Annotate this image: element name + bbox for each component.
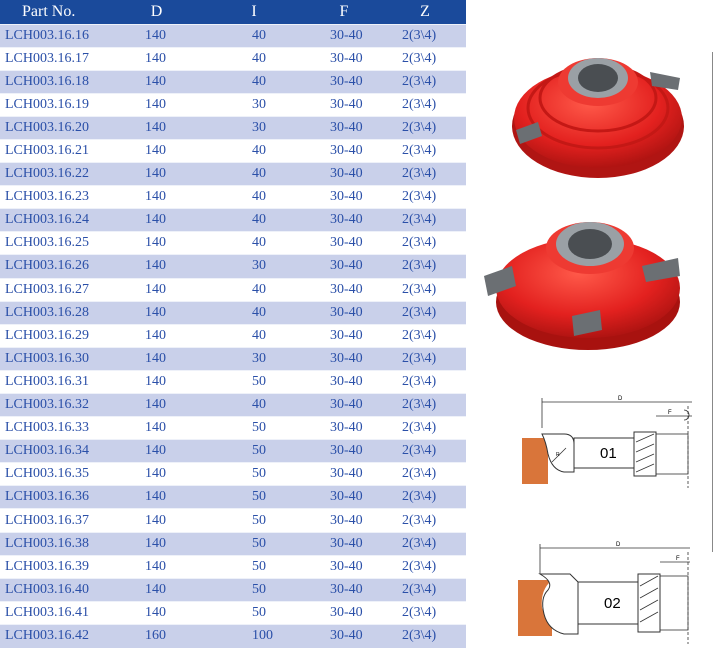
header-i: I [251, 2, 257, 20]
f-cell: 30-40 [304, 324, 384, 347]
z-cell: 2(3\4) [384, 24, 466, 47]
bore-hole [578, 64, 618, 92]
part-no-cell: LCH003.16.31 [0, 370, 109, 393]
part-no-cell: LCH003.16.27 [0, 278, 109, 301]
table-row [0, 93, 466, 116]
diagram-number-02: 02 [604, 595, 621, 612]
table-row [0, 417, 466, 440]
part-no-cell: LCH003.16.30 [0, 347, 109, 370]
dimension-f-label: F [668, 410, 672, 416]
dimension-d-label: D [618, 396, 623, 402]
table-row [0, 116, 466, 139]
f-cell: 30-40 [304, 139, 384, 162]
i-cell: 40 [204, 47, 304, 70]
header-z: Z [420, 2, 430, 20]
cutter-edge [660, 576, 688, 630]
f-cell: 30-40 [304, 186, 384, 209]
cutter-photo-2 [482, 206, 692, 354]
z-cell: 2(3\4) [384, 532, 466, 555]
i-cell: 40 [204, 139, 304, 162]
d-cell: 140 [109, 347, 204, 370]
profile-diagram-01 [516, 392, 702, 492]
d-cell: 140 [109, 509, 204, 532]
part-no-cell: LCH003.16.38 [0, 532, 109, 555]
i-cell: 50 [204, 532, 304, 555]
d-cell: 140 [109, 278, 204, 301]
d-cell: 140 [109, 532, 204, 555]
table-row [0, 624, 466, 647]
d-cell: 140 [109, 255, 204, 278]
f-cell: 30-40 [304, 532, 384, 555]
part-no-cell: LCH003.16.33 [0, 417, 109, 440]
f-cell: 30-40 [304, 555, 384, 578]
part-no-cell: LCH003.16.22 [0, 163, 109, 186]
i-cell: 50 [204, 509, 304, 532]
cutter-knife-block [634, 432, 656, 476]
table-row [0, 394, 466, 417]
wood-profile [522, 438, 548, 484]
table-row [0, 186, 466, 209]
i-cell: 30 [204, 116, 304, 139]
table-row [0, 209, 466, 232]
d-cell: 140 [109, 116, 204, 139]
d-cell: 140 [109, 370, 204, 393]
i-cell: 40 [204, 278, 304, 301]
f-cell: 30-40 [304, 70, 384, 93]
table-row [0, 555, 466, 578]
i-cell: 50 [204, 370, 304, 393]
table-row [0, 255, 466, 278]
i-cell: 40 [204, 70, 304, 93]
d-cell: 140 [109, 232, 204, 255]
z-cell: 2(3\4) [384, 209, 466, 232]
d-cell: 140 [109, 394, 204, 417]
cutter-photo-1 [502, 36, 694, 184]
part-no-cell: LCH003.16.16 [0, 24, 109, 47]
d-cell: 140 [109, 186, 204, 209]
i-cell: 50 [204, 555, 304, 578]
table-row [0, 532, 466, 555]
d-cell: 140 [109, 163, 204, 186]
f-cell: 30-40 [304, 486, 384, 509]
header-row [0, 0, 466, 24]
i-cell: 40 [204, 394, 304, 417]
i-cell: 50 [204, 601, 304, 624]
z-cell: 2(3\4) [384, 417, 466, 440]
cutter-knife-block [638, 574, 660, 632]
f-cell: 30-40 [304, 394, 384, 417]
table-row [0, 324, 466, 347]
table-row [0, 278, 466, 301]
part-no-cell: LCH003.16.29 [0, 324, 109, 347]
i-cell: 30 [204, 93, 304, 116]
table-row [0, 486, 466, 509]
d-cell: 140 [109, 209, 204, 232]
z-cell: 2(3\4) [384, 324, 466, 347]
z-cell: 2(3\4) [384, 70, 466, 93]
table-row [0, 163, 466, 186]
part-no-cell: LCH003.16.18 [0, 70, 109, 93]
part-no-cell: LCH003.16.39 [0, 555, 109, 578]
part-no-cell: LCH003.16.17 [0, 47, 109, 70]
z-cell: 2(3\4) [384, 278, 466, 301]
d-cell: 140 [109, 555, 204, 578]
header-f: F [339, 2, 349, 20]
table-row [0, 232, 466, 255]
i-cell: 40 [204, 186, 304, 209]
z-cell: 2(3\4) [384, 509, 466, 532]
i-cell: 40 [204, 232, 304, 255]
table-row [0, 24, 466, 47]
f-cell: 30-40 [304, 509, 384, 532]
d-cell: 140 [109, 324, 204, 347]
i-cell: 50 [204, 463, 304, 486]
f-cell: 30-40 [304, 255, 384, 278]
z-cell: 2(3\4) [384, 624, 466, 647]
f-cell: 30-40 [304, 24, 384, 47]
d-cell: 140 [109, 47, 204, 70]
radius-label: R [556, 452, 560, 458]
diagram-number-01: 01 [600, 445, 617, 462]
i-cell: 50 [204, 486, 304, 509]
table-row [0, 578, 466, 601]
d-cell: 140 [109, 440, 204, 463]
f-cell: 30-40 [304, 209, 384, 232]
i-cell: 30 [204, 255, 304, 278]
d-cell: 160 [109, 624, 204, 647]
part-no-cell: LCH003.16.32 [0, 394, 109, 417]
f-cell: 30-40 [304, 624, 384, 647]
f-cell: 30-40 [304, 116, 384, 139]
f-cell: 30-40 [304, 93, 384, 116]
z-cell: 2(3\4) [384, 578, 466, 601]
d-cell: 140 [109, 417, 204, 440]
part-no-cell: LCH003.16.34 [0, 440, 109, 463]
part-no-cell: LCH003.16.40 [0, 578, 109, 601]
table-row [0, 440, 466, 463]
header-d: D [150, 2, 163, 20]
table-row [0, 370, 466, 393]
header-part-no: Part No. [22, 2, 76, 20]
z-cell: 2(3\4) [384, 555, 466, 578]
i-cell: 50 [204, 417, 304, 440]
part-no-cell: LCH003.16.21 [0, 139, 109, 162]
part-no-cell: LCH003.16.41 [0, 601, 109, 624]
z-cell: 2(3\4) [384, 370, 466, 393]
vertical-divider [712, 52, 713, 552]
d-cell: 140 [109, 486, 204, 509]
table-header [0, 0, 466, 24]
i-cell: 50 [204, 578, 304, 601]
part-no-cell: LCH003.16.37 [0, 509, 109, 532]
i-cell: 40 [204, 324, 304, 347]
profile-diagram-02 [512, 538, 702, 648]
d-cell: 140 [109, 93, 204, 116]
z-cell: 2(3\4) [384, 47, 466, 70]
z-cell: 2(3\4) [384, 486, 466, 509]
f-cell: 30-40 [304, 301, 384, 324]
part-no-cell: LCH003.16.23 [0, 186, 109, 209]
part-no-cell: LCH003.16.28 [0, 301, 109, 324]
d-cell: 140 [109, 24, 204, 47]
f-cell: 30-40 [304, 163, 384, 186]
d-cell: 140 [109, 301, 204, 324]
f-cell: 30-40 [304, 232, 384, 255]
z-cell: 2(3\4) [384, 601, 466, 624]
table-row [0, 463, 466, 486]
table-row [0, 601, 466, 624]
i-cell: 30 [204, 347, 304, 370]
z-cell: 2(3\4) [384, 440, 466, 463]
i-cell: 40 [204, 163, 304, 186]
f-cell: 30-40 [304, 47, 384, 70]
table-row [0, 347, 466, 370]
z-cell: 2(3\4) [384, 139, 466, 162]
table-body [0, 24, 466, 648]
f-cell: 30-40 [304, 601, 384, 624]
f-cell: 30-40 [304, 417, 384, 440]
part-no-cell: LCH003.16.36 [0, 486, 109, 509]
f-cell: 30-40 [304, 278, 384, 301]
part-no-cell: LCH003.16.42 [0, 624, 109, 647]
d-cell: 140 [109, 139, 204, 162]
z-cell: 2(3\4) [384, 255, 466, 278]
bore-hole [568, 229, 612, 259]
dimension-d-label: D [616, 542, 621, 548]
cutter-edge [656, 434, 688, 474]
part-no-cell: LCH003.16.26 [0, 255, 109, 278]
i-cell: 40 [204, 209, 304, 232]
z-cell: 2(3\4) [384, 301, 466, 324]
i-cell: 50 [204, 440, 304, 463]
f-cell: 30-40 [304, 440, 384, 463]
table-row [0, 139, 466, 162]
f-cell: 30-40 [304, 578, 384, 601]
z-cell: 2(3\4) [384, 186, 466, 209]
table-row [0, 301, 466, 324]
part-no-cell: LCH003.16.19 [0, 93, 109, 116]
table-row [0, 47, 466, 70]
z-cell: 2(3\4) [384, 394, 466, 417]
part-no-cell: LCH003.16.25 [0, 232, 109, 255]
part-no-cell: LCH003.16.24 [0, 209, 109, 232]
i-cell: 40 [204, 24, 304, 47]
part-no-cell: LCH003.16.35 [0, 463, 109, 486]
f-cell: 30-40 [304, 347, 384, 370]
table-row [0, 509, 466, 532]
z-cell: 2(3\4) [384, 232, 466, 255]
d-cell: 140 [109, 601, 204, 624]
z-cell: 2(3\4) [384, 163, 466, 186]
dimension-f-label: F [676, 556, 680, 562]
z-cell: 2(3\4) [384, 116, 466, 139]
d-cell: 140 [109, 578, 204, 601]
table-row [0, 70, 466, 93]
f-cell: 30-40 [304, 463, 384, 486]
part-no-cell: LCH003.16.20 [0, 116, 109, 139]
z-cell: 2(3\4) [384, 347, 466, 370]
d-cell: 140 [109, 463, 204, 486]
i-cell: 40 [204, 301, 304, 324]
z-cell: 2(3\4) [384, 463, 466, 486]
z-cell: 2(3\4) [384, 93, 466, 116]
f-cell: 30-40 [304, 370, 384, 393]
i-cell: 100 [204, 624, 304, 647]
d-cell: 140 [109, 70, 204, 93]
